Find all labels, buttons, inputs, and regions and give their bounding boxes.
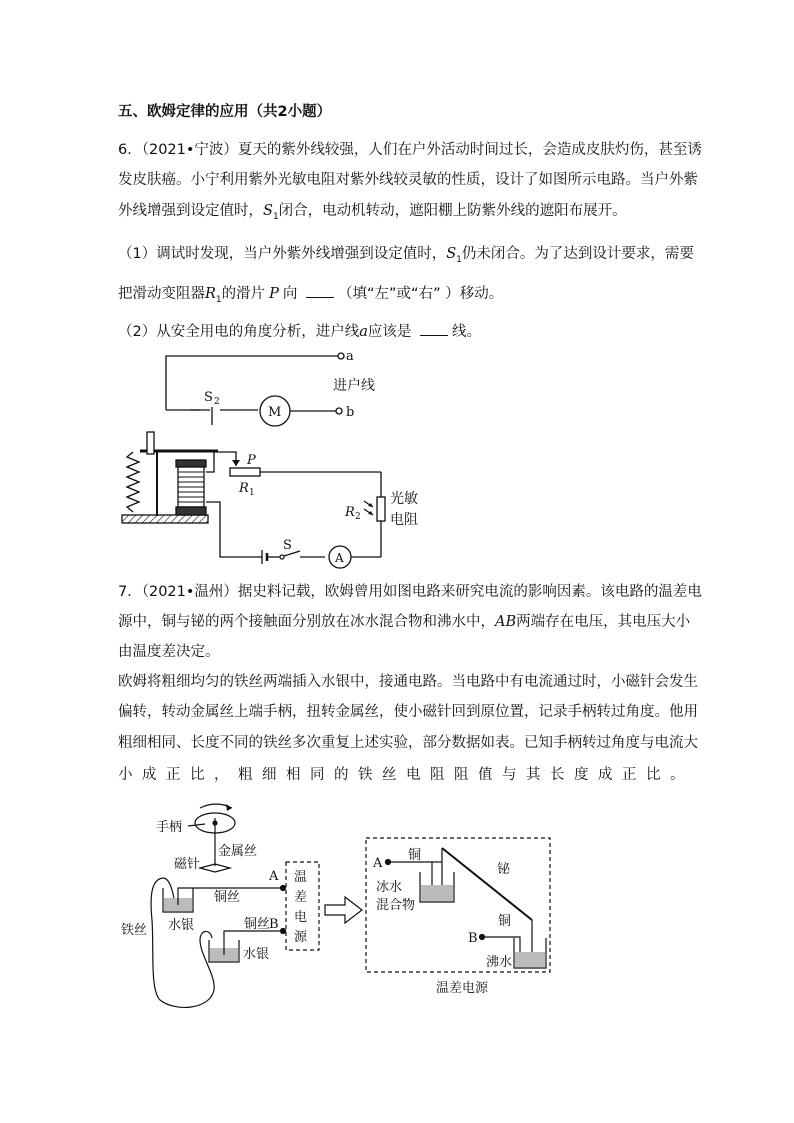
q7-line2-ab: AB (495, 614, 517, 630)
source-char-2: 差 (294, 890, 308, 905)
label-iron-wire: 铁丝 (121, 923, 148, 938)
q6-sub1c-r-sub: 1 (215, 294, 222, 305)
label-boiling-water: 沸水 (486, 955, 513, 970)
q6-sub1-s1-sub: 1 (456, 254, 462, 265)
label-copper-wire-2: 铜丝 (244, 917, 271, 932)
ice-water (421, 885, 453, 901)
label-r2-sub: 2 (355, 512, 361, 522)
label-right-a: A (373, 856, 383, 871)
ammeter-label: A (335, 551, 344, 565)
boiling-water (515, 952, 545, 967)
q6-sub1c-r: R (205, 286, 216, 302)
q6-line3-s1-sub: 1 (272, 211, 279, 222)
figure-caption: 温差电源 (436, 981, 489, 996)
label-terminal-b: B (269, 917, 279, 932)
bismuth-rod (442, 848, 532, 920)
label-metal-wire: 金属丝 (218, 844, 258, 859)
label-terminal-a: A (269, 869, 279, 884)
q7-stem-line-1: 7．（2021•温州）据史料记载，欧姆曾用如图电路来研究电流的影响因素。该电路的温差电 (118, 584, 702, 600)
q6-stem-line-2: 发皮肤癌。小宁利用紫外光敏电阻对紫外线较灵敏的性质，设计了如图所示电路。当户外紫 (118, 172, 698, 188)
q6-stem-line-1: 6．（2021•宁波）夏天的紫外线较强，人们在户外活动时间过长，会造成皮肤灼伤，甚至诱 (118, 142, 702, 158)
q7-stem-line-7: 小成正比，粗细相同的铁丝电阻阻值与其长度成正比。 (118, 767, 694, 783)
handle-pointer (188, 824, 205, 826)
label-handle: 手柄 (156, 820, 183, 835)
label-r2: R (345, 505, 355, 520)
q7-line2-text-b: 两端存在电压，其电压大小 (516, 614, 691, 630)
label-bismuth: 铋 (497, 862, 511, 877)
q7-stem-line-4: 欧姆将粗细均匀的铁丝两端插入水银中，接通电路。当电路中有电流通过时，小磁针会发生 (118, 674, 698, 690)
q7-stem-line-3: 由温度差决定。 (118, 644, 220, 660)
q6-sub1c-p: P (269, 286, 279, 302)
q6-line3-text-b: 闭合，电动机转动，遮阳棚上防紫外线的遮阳布展开。 (278, 203, 627, 219)
right-terminal-b (480, 935, 485, 940)
right-terminal-a (386, 860, 391, 865)
q6-sub1c-text-d: （填“左”或“右” ）移动。 (338, 286, 504, 302)
label-ice-water-2: 混合物 (376, 898, 416, 913)
label-needle: 磁针 (174, 857, 201, 872)
q6-sub2-var-a: a (359, 324, 368, 340)
label-r1-sub: 1 (249, 488, 255, 498)
label-mercury-2: 水银 (243, 947, 270, 962)
label-switch-s: S (283, 538, 292, 553)
iron-wire-shape (151, 878, 214, 1007)
label-photoresistor-1: 光敏 (390, 491, 418, 507)
label-b: b (346, 405, 355, 420)
q6-sub2-text-a: （2）从安全用电的角度分析，进户线 (118, 324, 360, 340)
label-inlet-wire: 进户线 (333, 378, 375, 394)
label-s2: S (204, 390, 213, 405)
rotation-arrowhead (226, 804, 232, 811)
source-char-1: 温 (294, 870, 308, 885)
q6-sub1-s1: S (446, 246, 457, 262)
source-char-4: 源 (294, 930, 308, 945)
terminal-b-dot (281, 929, 286, 934)
q6-sub2-text-b: 应该是 (367, 324, 412, 340)
q6-sub1c-text-c: 向 (282, 286, 298, 302)
transform-arrow[interactable] (325, 897, 362, 923)
source-char-3: 电 (294, 910, 308, 925)
section-title: 五、欧姆定律的应用（共2小题） (118, 104, 332, 120)
label-photoresistor-2: 电阻 (390, 512, 418, 528)
q6-sub1c-text-b: 的滑片 (221, 286, 266, 302)
handle-knob (213, 821, 217, 825)
q6-sub1-text-b: 仍未闭合。为了达到设计要求，需要 (461, 246, 694, 262)
label-s2-sub: 2 (214, 397, 220, 407)
q6-sub1c-text-a: 把滑动变阻器 (118, 286, 205, 302)
terminal-a-dot (281, 886, 286, 891)
q6-line3-text-a: 外线增强到设定值时， (118, 203, 263, 219)
label-right-b: B (468, 931, 478, 946)
q7-stem-line-6: 粗细相同、长度不同的铁丝多次重复上述实验，部分数据如表。已知手柄转过角度与电流大 (118, 735, 698, 751)
label-mercury-1: 水银 (168, 918, 195, 933)
label-p: P (247, 453, 256, 468)
motor-label: M (268, 405, 282, 420)
q6-sub1-text-a: （1）调试时发现，当户外紫外线增强到设定值时， (118, 246, 447, 262)
q7-line2-text-a: 源中，铜与铋的两个接触面分别放在冰水混合物和沸水中， (118, 614, 495, 630)
label-copper-2: 铜 (498, 914, 512, 929)
q7-stem-line-5: 偏转，转动金属丝上端手柄，扭转金属丝，使小磁针回到原位置，记录手柄转过角度。他用 (118, 704, 698, 720)
label-ice-water-1: 冰水 (376, 880, 403, 895)
label-copper-1: 铜 (408, 848, 422, 863)
label-copper-wire-1: 铜丝 (214, 890, 241, 905)
q6-sub2-text-c: 线。 (452, 324, 481, 340)
label-a: a (346, 349, 354, 364)
label-r1: R (239, 481, 249, 496)
q6-line3-s1: S (263, 203, 273, 219)
